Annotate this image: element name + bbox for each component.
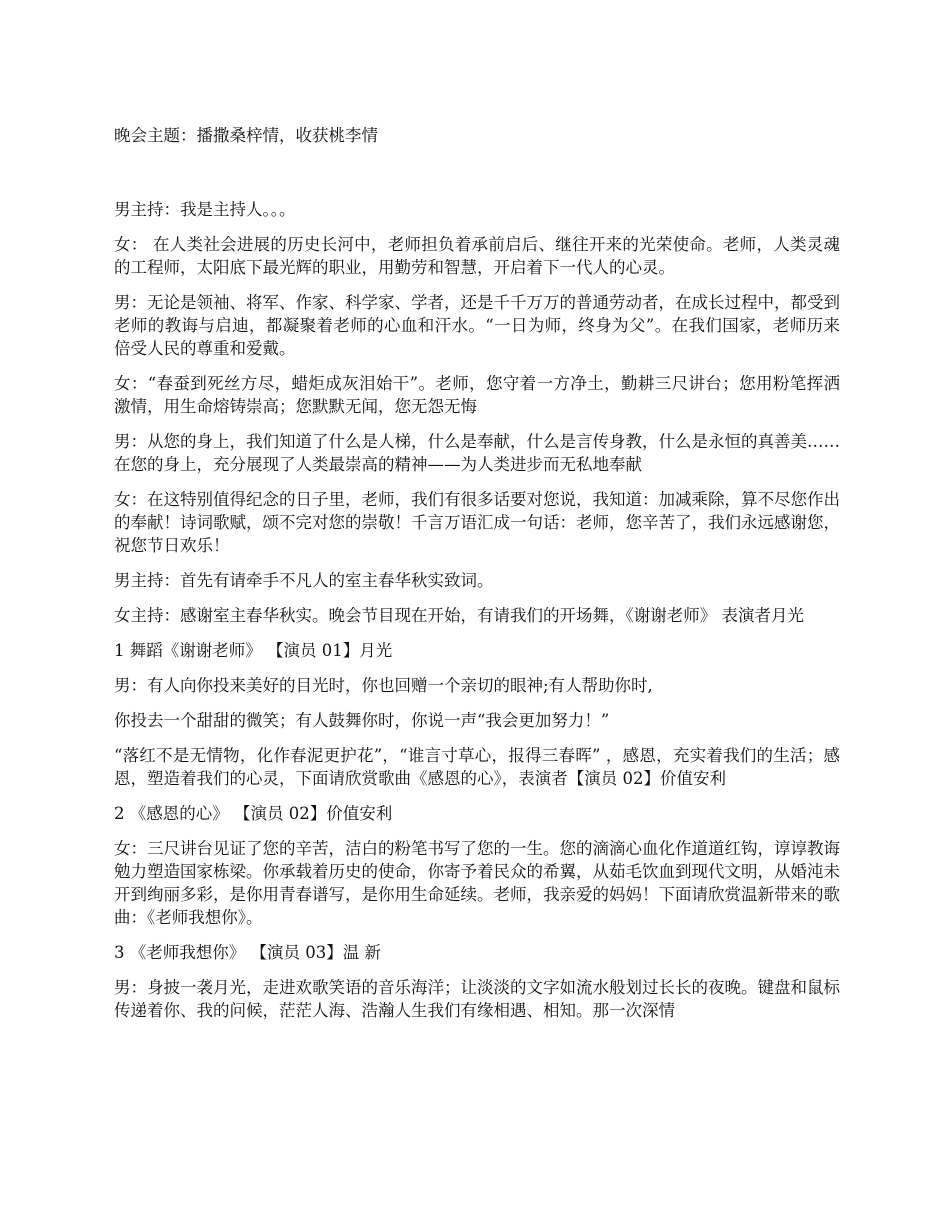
paragraph: 女：三尺讲台见证了您的辛苦，洁白的粉笔书写了您的一生。您的滴滴心血化作道道红钩，谆谆教诲勉力塑造国家栋梁。你承载着历史的使命，你寄予着民众的希翼，从茹毛饮血到现代文明，从婚沌未开到绚丽多彩，是你用青春谱写，是你用生命延续。老师，我亲爱的妈妈！下面请欣赏温新带来的歌曲：《老师我想你》。 xyxy=(114,839,840,927)
gala-theme-title: 晚会主题：播撒桑梓情，收获桃李情 xyxy=(114,126,378,145)
program-item-heading: 2 《感恩的心》 【演员 02】价值安利 xyxy=(114,804,393,823)
paragraph: 你投去一个甜甜的微笑；有人鼓舞你时，你说一声“我会更加努力！” xyxy=(114,711,610,730)
paragraph: 男：无论是领袖、将军、作家、科学家、学者，还是千千万万的普通劳动者，在成长过程中，都受到老师的教诲与启迪，都凝聚着老师的心血和汗水。“一日为师，终身为父”。在我们国家，老师历来倍受人民的尊重和爱戴。 xyxy=(114,293,840,358)
paragraph: 男：有人向你投来美好的目光时，你也回赠一个亲切的眼神;有人帮助你时, xyxy=(114,676,653,695)
paragraph: 女主持：感谢室主春华秋实。晚会节目现在开始，有请我们的开场舞，《谢谢老师》 表演者月光 xyxy=(114,606,804,625)
paragraph: 男主持：我是主持人。。。 xyxy=(114,200,296,219)
paragraph: 男：身披一袭月光，走进欢歌笑语的音乐海洋；让淡淡的文字如流水般划过长长的夜晚。键盘和鼠标传递着你、我的问候，茫茫人海、浩瀚人生我们有缘相遇、相知。那一次深情 xyxy=(114,978,840,1020)
program-item-heading: 3 《老师我想你》 【演员 03】温 新 xyxy=(114,943,381,962)
paragraph: 男主持：首先有请牵手不凡人的室主春华秋实致词。 xyxy=(114,571,494,590)
document-body xyxy=(114,124,840,1034)
paragraph: 男：从您的身上，我们知道了什么是人梯，什么是奉献，什么是言传身教，什么是永恒的真善美……在您的身上，充分展现了人类最崇高的精神——为人类进步而无私地奉献 xyxy=(114,432,840,474)
program-item-heading: 1 舞蹈《谢谢老师》 【演员 01】月光 xyxy=(114,641,393,660)
paragraph: “落红不是无情物，化作春泥更护花”，“谁言寸草心，报得三春晖” ，感恩，充实着我们的生活；感恩，塑造着我们的心灵，下面请欣赏歌曲《感恩的心》，表演者【演员 02】价值安利 xyxy=(114,746,840,788)
paragraph: 女： 在人类社会进展的历史长河中，老师担负着承前启后、继往开来的光荣使命。老师，人类灵魂的工程师，太阳底下最光辉的职业，用勤劳和智慧，开启着下一代人的心灵。 xyxy=(114,235,840,277)
paragraph: 女：“春蚕到死丝方尽，蜡炬成灰泪始干”。老师，您守着一方净土，勤耕三尺讲台；您用粉笔挥洒激情，用生命熔铸崇高；您默默无闻，您无怨无悔 xyxy=(114,374,840,416)
paragraph: 女：在这特别值得纪念的日子里，老师，我们有很多话要对您说，我知道：加减乘除，算不尽您作出的奉献！诗词歌赋，颂不完对您的崇敬！千言万语汇成一句话：老师，您辛苦了，我们永远感谢您，祝您节日欢乐！ xyxy=(114,490,840,555)
